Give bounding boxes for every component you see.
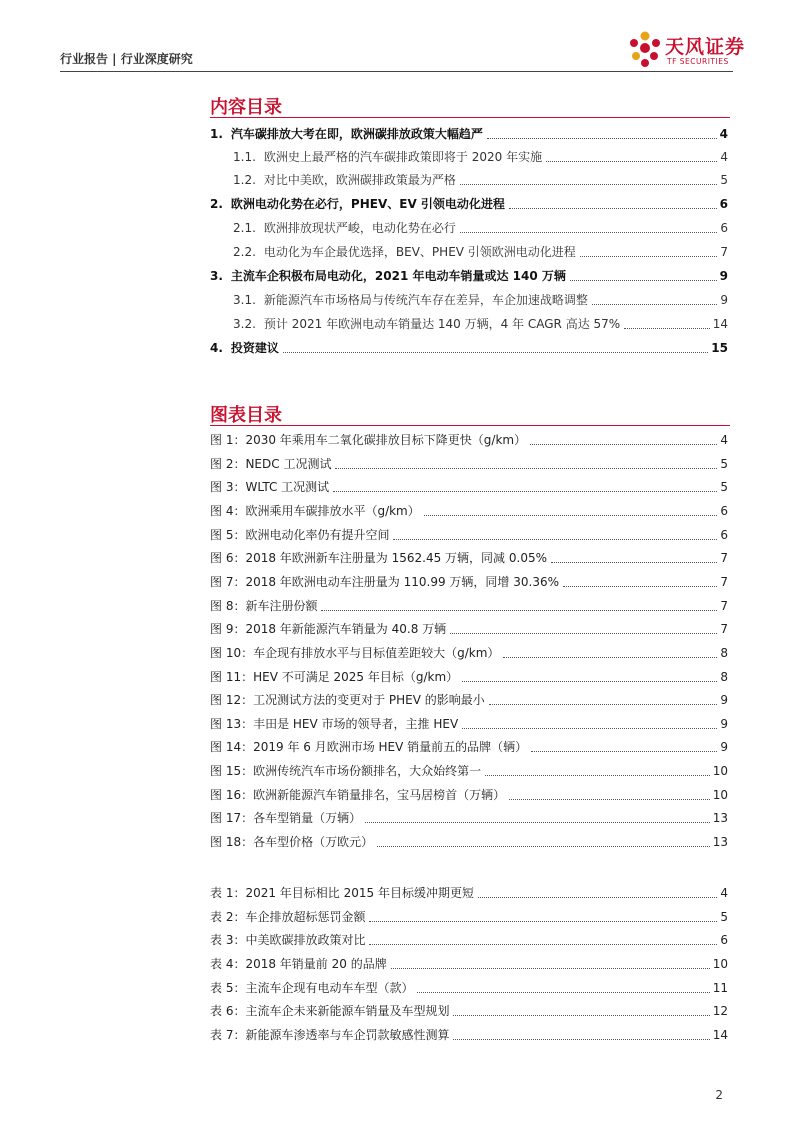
toc-entry-page: 9 xyxy=(720,716,728,731)
toc-entry[interactable] xyxy=(210,669,728,685)
logo-english-text: TF SECURITIES xyxy=(667,57,729,66)
dot-leader xyxy=(580,256,718,257)
toc-entry-page: 6 xyxy=(720,503,728,518)
toc-entry-text: 图 5：欧洲电动化率仍有提升空间 xyxy=(210,527,390,542)
toc-entry-text: 图 8：新车注册份额 xyxy=(210,598,318,613)
toc-entry[interactable] xyxy=(210,503,728,519)
dot-leader xyxy=(393,539,717,540)
dot-leader xyxy=(489,704,718,705)
dot-leader xyxy=(485,775,710,776)
toc-entry-text: 图 6：2018 年欧洲新车注册量为 1562.45 万辆，同减 0.05% xyxy=(210,551,547,566)
dot-leader xyxy=(283,352,708,353)
dot-leader xyxy=(460,184,717,185)
toc-entry-text: 图 11：HEV 不可满足 2025 年目标（g/km） xyxy=(210,669,459,684)
toc-entry-number: 1. xyxy=(210,127,223,141)
toc-entry-text: 图 14：2019 年 6 月欧洲市场 HEV 销量前五的品牌（辆） xyxy=(210,740,528,755)
toc-entry-number: 2. xyxy=(210,197,223,211)
dot-leader xyxy=(424,515,718,516)
figures-title: 图表目录 xyxy=(210,405,282,426)
figures-title-rule xyxy=(210,425,730,426)
toc-entry-page: 9 xyxy=(719,269,728,283)
toc-entry-page: 13 xyxy=(712,835,728,850)
toc-entry[interactable] xyxy=(210,456,728,472)
toc-entry[interactable] xyxy=(210,621,728,637)
toc-entry-page: 4 xyxy=(720,150,728,164)
dot-leader xyxy=(377,846,710,847)
dot-leader xyxy=(321,610,717,611)
toc-entry[interactable] xyxy=(210,1003,728,1019)
tf-flower-logo-icon xyxy=(625,28,665,72)
toc-entry-text: 新能源汽车市场格局与传统汽车存在差异，车企加速战略调整 xyxy=(263,293,588,307)
toc-entry-text: 图 12：工况测试方法的变更对于 PHEV 的影响最小 xyxy=(210,693,485,708)
toc-entry-text: 图 17：各车型销量（万辆） xyxy=(210,811,362,826)
toc-entry[interactable] xyxy=(210,692,728,708)
toc-entry[interactable] xyxy=(210,126,728,142)
toc-entry-page: 12 xyxy=(712,1004,728,1019)
toc-entry-page: 7 xyxy=(720,551,728,566)
contents-title-rule xyxy=(210,117,730,118)
toc-entry[interactable] xyxy=(210,739,728,755)
toc-entry[interactable] xyxy=(210,1027,728,1043)
logo-chinese-text: 天风证券 xyxy=(665,36,746,58)
report-category: 行业报告 | 行业深度研究 xyxy=(60,52,193,66)
toc-entry-text: 表 6：主流车企未来新能源车销量及车型规划 xyxy=(210,1004,450,1019)
company-logo xyxy=(625,28,745,72)
toc-entry[interactable] xyxy=(210,432,728,448)
toc-entry[interactable] xyxy=(210,956,728,972)
toc-entry[interactable] xyxy=(210,196,728,212)
toc-entry-page: 5 xyxy=(720,173,728,187)
toc-entry-number: 2.2. xyxy=(233,245,256,259)
toc-entry-page: 7 xyxy=(720,598,728,613)
toc-entry-text: 电动化为车企最优选择，BEV、PHEV 引领欧洲电动化进程 xyxy=(263,245,576,259)
toc-entry-text: 预计 2021 年欧洲电动车销量达 140 万辆，4 年 CAGR 高达 57% xyxy=(263,317,621,331)
dot-leader xyxy=(335,468,717,469)
toc-entry[interactable] xyxy=(233,172,728,188)
toc-entry[interactable] xyxy=(210,810,728,826)
toc-entry-number: 3.1. xyxy=(233,293,256,307)
toc-entry-number: 3. xyxy=(210,269,223,283)
toc-entry[interactable] xyxy=(210,574,728,590)
toc-entry-page: 5 xyxy=(720,909,728,924)
toc-entry-page: 5 xyxy=(720,480,728,495)
toc-entry-page: 7 xyxy=(720,245,728,259)
toc-entry[interactable] xyxy=(233,292,728,308)
toc-entry-page: 5 xyxy=(720,456,728,471)
toc-entry-text: 表 3：中美欧碳排放政策对比 xyxy=(210,933,366,948)
dot-leader xyxy=(592,304,717,305)
dot-leader xyxy=(460,232,717,233)
dot-leader xyxy=(391,968,710,969)
toc-entry[interactable] xyxy=(210,885,728,901)
toc-entry[interactable] xyxy=(210,787,728,803)
dot-leader xyxy=(462,681,717,682)
toc-entry[interactable] xyxy=(210,479,728,495)
toc-entry-page: 8 xyxy=(720,669,728,684)
toc-entry-page: 14 xyxy=(712,1027,728,1042)
dot-leader xyxy=(365,822,710,823)
toc-entry-text: 欧洲史上最严格的汽车碳排政策即将于 2020 年实施 xyxy=(263,150,543,164)
dot-leader xyxy=(450,633,717,634)
toc-entry[interactable] xyxy=(233,316,728,332)
dot-leader xyxy=(333,491,717,492)
toc-entry-text: 图 16：欧洲新能源汽车销量排名，宝马居榜首（万辆） xyxy=(210,787,506,802)
toc-entry-page: 10 xyxy=(712,956,728,971)
toc-entry-page: 6 xyxy=(719,197,728,211)
toc-entry-text: 图 18：各车型价格（万欧元） xyxy=(210,835,374,850)
dot-leader xyxy=(530,444,717,445)
dot-leader xyxy=(487,138,717,139)
toc-entry-page: 13 xyxy=(712,811,728,826)
dot-leader xyxy=(478,897,717,898)
toc-entry[interactable] xyxy=(233,220,728,236)
toc-entry-text: 图 2：NEDC 工况测试 xyxy=(210,456,332,471)
toc-entry-page: 4 xyxy=(720,433,728,447)
toc-entry[interactable] xyxy=(210,834,728,850)
toc-entry-text: 表 4：2018 年销量前 20 的品牌 xyxy=(210,956,387,971)
contents-title: 内容目录 xyxy=(210,97,282,118)
toc-entry-text: 图 13：丰田是 HEV 市场的领导者，主推 HEV xyxy=(210,716,459,731)
dot-leader xyxy=(546,161,717,162)
toc-entry[interactable] xyxy=(233,244,728,260)
toc-entry-text: 投资建议 xyxy=(230,341,279,355)
toc-entry-page: 9 xyxy=(720,293,728,307)
toc-entry[interactable] xyxy=(210,645,728,661)
toc-entry-text: 欧洲电动化势在必行，PHEV、EV 引领电动化进程 xyxy=(230,197,505,211)
toc-entry[interactable] xyxy=(210,763,728,779)
toc-entry-text: 图 4：欧洲乘用车碳排放水平（g/km） xyxy=(210,503,420,518)
dot-leader xyxy=(563,586,717,587)
toc-entry[interactable] xyxy=(210,716,728,732)
toc-entry-page: 9 xyxy=(720,693,728,708)
toc-entry-page: 7 xyxy=(720,574,728,589)
toc-entry-text: 图 10：车企现有排放水平与目标值差距较大（g/km） xyxy=(210,645,500,660)
dot-leader xyxy=(624,328,710,329)
dot-leader xyxy=(417,992,709,993)
toc-entry[interactable] xyxy=(210,980,728,996)
toc-entry[interactable] xyxy=(210,268,728,284)
toc-entry[interactable] xyxy=(233,149,728,165)
toc-entry-text: 表 7：新能源车渗透率与车企罚款敏感性测算 xyxy=(210,1027,450,1042)
dot-leader xyxy=(509,799,710,800)
toc-entry[interactable] xyxy=(210,598,728,614)
dot-leader xyxy=(462,728,717,729)
dot-leader xyxy=(551,562,717,563)
toc-entry-text: 主流车企积极布局电动化，2021 年电动车销量或达 140 万辆 xyxy=(230,269,566,283)
toc-entry-page: 11 xyxy=(712,980,728,995)
toc-entry-text: 对比中美欧，欧洲碳排政策最为严格 xyxy=(263,173,456,187)
toc-entry[interactable] xyxy=(210,932,728,948)
toc-entry-page: 9 xyxy=(720,740,728,755)
toc-entry-number: 3.2. xyxy=(233,317,256,331)
toc-entry-page: 10 xyxy=(712,787,728,802)
toc-entry-number: 1.2. xyxy=(233,173,256,187)
header-divider xyxy=(60,71,733,72)
dot-leader xyxy=(369,921,717,922)
toc-entry-page: 7 xyxy=(720,622,728,637)
toc-entry[interactable] xyxy=(210,909,728,925)
toc-entry[interactable] xyxy=(210,340,728,356)
dot-leader xyxy=(369,944,717,945)
dot-leader xyxy=(453,1015,709,1016)
dot-leader xyxy=(503,657,717,658)
toc-entry-text: 表 5：主流车企现有电动车车型（款） xyxy=(210,980,414,995)
toc-entry-text: 图 9：2018 年新能源汽车销量为 40.8 万辆 xyxy=(210,622,447,637)
toc-entry[interactable] xyxy=(210,527,728,543)
toc-entry-page: 8 xyxy=(720,645,728,660)
toc-entry-text: 表 1：2021 年目标相比 2015 年目标缓冲期更短 xyxy=(210,886,474,900)
toc-entry-number: 1.1. xyxy=(233,150,256,164)
toc-entry-text: 图 1：2030 年乘用车二氧化碳排放目标下降更快（g/km） xyxy=(210,433,527,447)
toc-entry-text: 表 2：车企排放超标惩罚金额 xyxy=(210,909,366,924)
dot-leader xyxy=(453,1039,709,1040)
toc-entry-page: 6 xyxy=(720,527,728,542)
toc-entry-number: 2.1. xyxy=(233,221,256,235)
toc-entry-number: 4. xyxy=(210,341,223,355)
page-number: 2 xyxy=(715,1088,723,1102)
dot-leader xyxy=(509,208,717,209)
toc-entry-page: 6 xyxy=(720,221,728,235)
toc-entry-page: 4 xyxy=(719,127,728,141)
toc-entry-page: 4 xyxy=(720,886,728,900)
toc-entry[interactable] xyxy=(210,550,728,566)
dot-leader xyxy=(570,280,717,281)
toc-entry-text: 图 3：WLTC 工况测试 xyxy=(210,480,330,495)
toc-entry-text: 欧洲排放现状严峻，电动化势在必行 xyxy=(263,221,456,235)
toc-entry-page: 10 xyxy=(712,764,728,779)
toc-entry-text: 图 15：欧洲传统汽车市场份额排名，大众始终第一 xyxy=(210,764,482,779)
toc-entry-page: 14 xyxy=(712,317,728,331)
toc-entry-text: 汽车碳排放大考在即，欧洲碳排放政策大幅趋严 xyxy=(230,127,483,141)
toc-entry-page: 6 xyxy=(720,933,728,948)
toc-entry-page: 15 xyxy=(711,341,728,355)
dot-leader xyxy=(531,751,717,752)
toc-entry-text: 图 7：2018 年欧洲电动车注册量为 110.99 万辆，同增 30.36% xyxy=(210,574,559,589)
